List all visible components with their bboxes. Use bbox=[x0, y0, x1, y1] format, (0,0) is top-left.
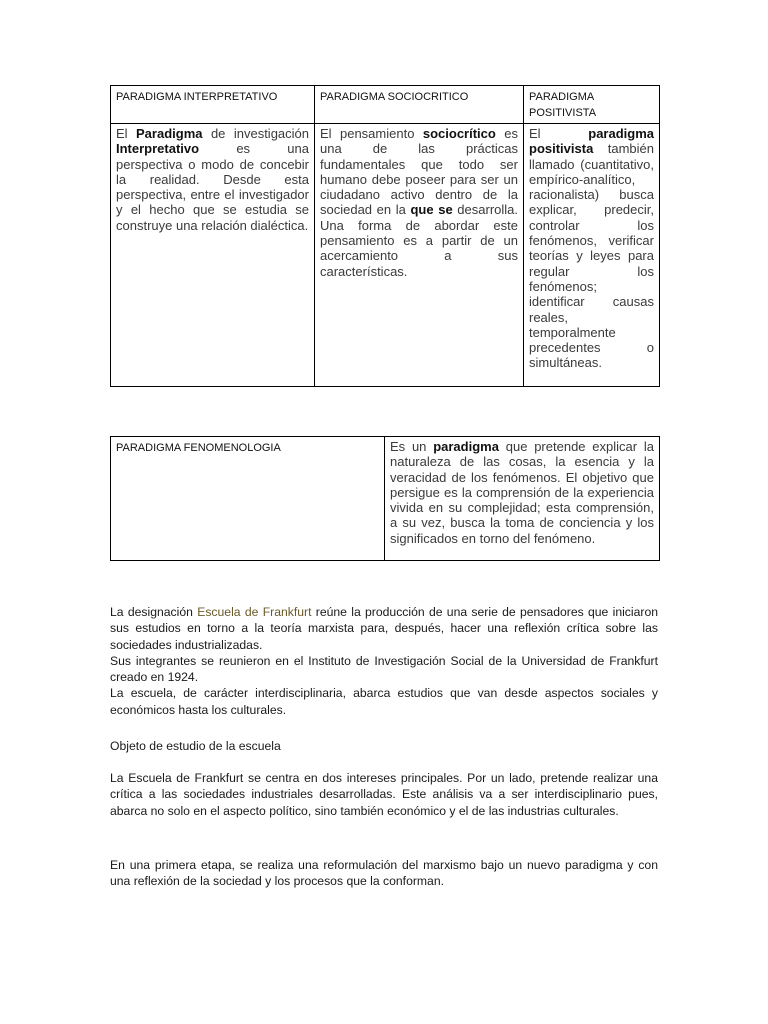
text: El pensamiento bbox=[320, 126, 423, 141]
table-row bbox=[111, 124, 660, 387]
paragraph-integrantes: Sus integrantes se reunieron en el Instituto de Investigación Social de la Universidad de Frankfurt creado en 1924. bbox=[110, 653, 658, 685]
cell-interpretativo bbox=[111, 124, 315, 387]
bold-text: Interpretativo bbox=[116, 141, 200, 157]
text: desarrolla. Una forma de abordar este pensamiento es a partir de un acercamiento a sus características. bbox=[320, 202, 519, 279]
bold-text: paradigma positivista bbox=[529, 126, 654, 157]
bold-text: paradigma bbox=[433, 439, 499, 454]
table-header-row bbox=[111, 86, 660, 124]
paradigms-table bbox=[110, 85, 660, 387]
text: es una perspectiva o modo de concebir la realidad. Desde esta perspectiva, entre el investigador y el hecho que se estudia se construye una relación dialéctica. bbox=[116, 141, 309, 233]
text: es una de las prácticas fundamentales que todo ser humano debe poseer para ser un ciudadano activo dentro de la sociedad en la bbox=[320, 126, 518, 218]
text: que pretende explicar la naturaleza de las cosas, la esencia y la veracidad de los fenómenos. El objetivo que persigue es la comprensión de la experiencia vivida en su complejidad; esta comprensión, a su vez, busca la toma de conciencia y los significados en torno del fenómeno. bbox=[390, 439, 655, 546]
text: El bbox=[116, 126, 137, 141]
cell-sociocritico bbox=[315, 124, 524, 387]
highlighted-text: Escuela de Frankfurt bbox=[197, 605, 312, 619]
text: de investigación bbox=[202, 126, 310, 141]
cell-fenomenologia bbox=[385, 437, 660, 561]
text: El bbox=[529, 126, 589, 141]
intro-paragraphs bbox=[110, 604, 658, 718]
header-sociocritico: PARADIGMA SOCIOCRITICO bbox=[315, 86, 524, 124]
paragraph-primera-etapa: En una primera etapa, se realiza una reformulación del marxismo bajo un nuevo paradigma y con una reflexión de la sociedad y los procesos que la conforman. bbox=[110, 858, 658, 889]
header-fenomenologia: PARADIGMA FENOMENOLOGIA bbox=[111, 437, 385, 561]
paragraph-designacion bbox=[110, 604, 658, 653]
fenomenologia-table bbox=[110, 436, 660, 561]
header-positivista: PARADIGMA POSITIVISTA bbox=[524, 86, 660, 124]
section-heading: Objeto de estudio de la escuela bbox=[110, 739, 281, 753]
text: La designación bbox=[110, 605, 198, 619]
bold-text: que se bbox=[410, 202, 453, 218]
paragraph-escuela: La escuela, de carácter interdisciplinaria, abarca estudios que van desde aspectos sociales y económicos hasta los culturales. bbox=[110, 686, 658, 717]
bold-text: Paradigma bbox=[136, 126, 203, 141]
cell-positivista bbox=[524, 124, 660, 387]
bold-text: sociocrítico bbox=[422, 126, 496, 141]
header-interpretativo: PARADIGMA INTERPRETATIVO bbox=[111, 86, 315, 124]
text: reúne la producción de una serie de pensadores que iniciaron sus estudios en torno a la teoría marxista para, después, hacer una reflexión crítica sobre las sociedades industrializadas. bbox=[110, 605, 658, 652]
paragraph-objeto: La Escuela de Frankfurt se centra en dos intereses principales. Por un lado, pretende realizar una crítica a las sociedades industriales desarrolladas. Este análisis va a ser interdisciplinario pues, abarca no solo en el aspecto político, sino también económico y el de las industrias culturales. bbox=[110, 771, 658, 818]
table-row bbox=[111, 437, 660, 561]
text: también llamado (cuantitativo, empírico-analítico, racionalista) busca explicar, predecir, controlar los fenómenos, verificar teorías y leyes para regular los fenómenos; identificar causas reales, temporalmente precedentes o simultáneas. bbox=[529, 141, 654, 371]
text: Es un bbox=[390, 439, 434, 454]
